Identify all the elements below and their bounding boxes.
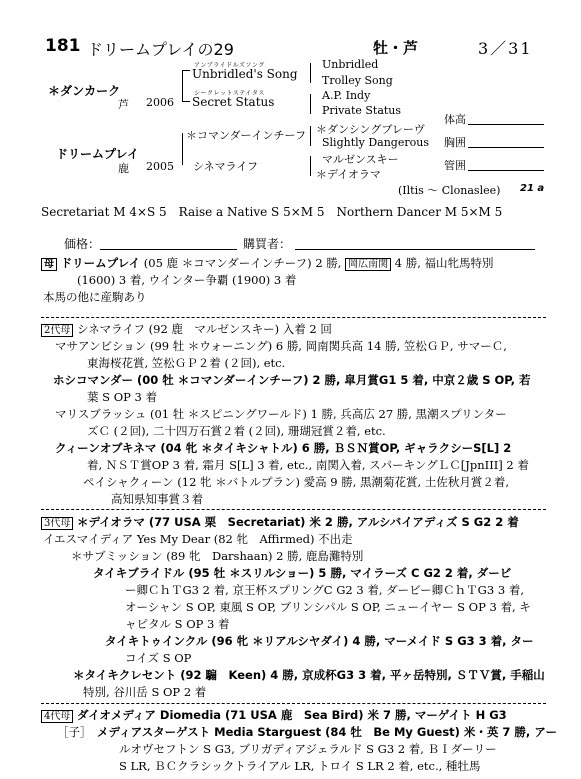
gen3-line-5: オーシャン S OP, 東風 S OP, ブリンシパル S OP, ニューイヤー S OP 3 着, キ — [125, 600, 531, 614]
dam-record-1: (05 鹿 ＊コマンダーインチーフ) 2 勝, — [143, 256, 342, 270]
dam-sire: ＊コマンダーインチーフ — [186, 129, 307, 142]
lot-number: 181 — [45, 36, 81, 56]
dam-record-2: (1600) 3 着, ウインター争覇 (1900) 3 着 — [77, 273, 297, 287]
dam-dam: シネマライフ — [193, 160, 259, 173]
gen3-line-2: ＊サブミッション (89 牝 Darshaan) 2 勝, 鹿島灘特別 — [71, 549, 364, 563]
gen3-line-7: タイキトゥインクル (96 牝 ＊リアルシヤダイ) 4 勝, マーメイド S G3 3 着, ター — [105, 634, 534, 648]
girth-label: 胸囲 — [444, 136, 466, 149]
gen4-title: ダイオメディア Diomedia (71 USA 鹿 Sea Bird) 米 7 勝, マーゲイト H G3 — [77, 708, 507, 722]
buyer-label: 購買者： — [243, 237, 292, 251]
inbreeding-line: Secretariat M 4×S 5 Raise a Native S 5×M 5 Northern Dancer M 5×M 5 — [41, 205, 503, 219]
sire-sire: Unbridled's Song — [192, 67, 298, 81]
gen2-line-9: ペイシャクィーン (12 牝 ＊バトルプラン) 愛高 9 勝, 黒潮菊花賞, 土佐秋月賞２着, — [83, 475, 510, 489]
gen2-line-2: 東海桜花賞, 笠松ＧＰ２着 (２回), etc. — [87, 356, 286, 370]
dam-tag: 母 — [41, 258, 57, 271]
gen3-section — [41, 514, 561, 701]
horse-name: ドリームプレイの29 — [87, 40, 234, 59]
gen3-tag: 3代母 — [41, 517, 73, 530]
gen2-line-5: マリスブラッシュ (01 牡 ＊スピニングワールド) 1 勝, 兵高広 27 勝, 黒潮スプリンター — [55, 407, 507, 421]
cannon-label: 管囲 — [444, 159, 466, 172]
sire-dam-ruby: シークレットステイタス — [194, 90, 265, 97]
gen2-title: シネマライフ (92 鹿 マルゼンスキー) 入着 2 回 — [77, 322, 332, 336]
gen2-tag: 2代母 — [41, 324, 73, 337]
sire-color: 芦 — [118, 98, 129, 111]
gen3-line-3: タイキブライドル (95 牡 ＊スリルショー) 5 勝, マイラーズ C G2 2 着, ダービ — [93, 566, 512, 580]
dam-record-3: 本馬の他に産駒あり — [43, 290, 147, 304]
dam-local-boxes: 岡広南関 — [345, 258, 391, 271]
gen3-line-10: 特別, 谷川岳 S OP 2 着 — [83, 685, 207, 699]
sire-dam: Secret Status — [192, 95, 275, 109]
gen3-line-8: コイズ S OP — [125, 651, 192, 665]
gen3-line-9: ＊タイキクレセント (92 騸 Keen) 4 勝, 京成杯G3 3 着, 平ヶ岳特別, ＳＴＶ賞, 手稲山 — [73, 668, 545, 682]
sex-color: 牡・芦 — [373, 39, 419, 57]
ss-dam: Trolley Song — [322, 74, 393, 87]
gen2-line-3: ホシコマンダー (00 牡 ＊コマンダーインチーフ) 2 勝, 皐月賞G1 5 着, 中京２歳 S OP, 若 — [53, 373, 531, 387]
dam-record-name: ドリームプレイ — [60, 256, 141, 270]
dd-sire: マルゼンスキー — [322, 153, 399, 166]
gen4-line-3: S LR, ＢＣクラシックトライアル LR, トロイ S LR 2 着, etc., 種牡馬 — [119, 759, 481, 773]
gen2-line-7: クィーンオブキネマ (04 牝 ＊タイキシャトル) 6 勝, ＢＳＮ賞OP, ギャラクシーS[L] 2 — [55, 441, 512, 455]
dam-record-1-rest: 4 勝, 福山牝馬特別 — [391, 256, 494, 270]
height-label: 体高 — [444, 113, 466, 126]
sd-sire: A.P. Indy — [322, 89, 371, 102]
ss-sire: Unbridled — [322, 58, 379, 71]
gen2-line-4: 葉 S OP 3 着 — [87, 390, 157, 404]
gen2-line-10: 高知県知事賞３着 — [111, 492, 203, 506]
family-number: 21 a — [520, 183, 545, 194]
sire-sire-ruby: アンブライドルズソング — [194, 62, 265, 69]
gen4-line-2: ルオヴセフトン S G3, ブリガディアジェラルド S G3 2 着, ＢＩダーリー — [119, 742, 497, 756]
gen2-section — [41, 321, 561, 508]
gen2-line-1: マサアンビション (99 牡 ＊ウォーニング) 6 勝, 岡南関兵高 14 勝, 笠松ＧＰ, サマーＣ, — [55, 339, 507, 353]
gen3-line-1: イエスマイディア Yes My Dear (82 牝 Affirmed) 不出走 — [43, 532, 353, 546]
ds-sire: ＊ダンシングブレーヴ — [316, 123, 425, 136]
sire-name: ＊ダンカーク — [48, 84, 121, 98]
dd-dam: ＊デイオラマ — [316, 168, 381, 181]
dam-line-origin: (Iltis ～ Clonaslee) — [398, 184, 501, 197]
sd-dam: Private Status — [322, 104, 402, 117]
sire-year: 2006 — [146, 96, 174, 109]
gen3-line-6: ャピタル S OP 3 着 — [125, 617, 230, 631]
gen2-line-6: ズＣ (２回), 二十四万石賞２着 (２回), 珊瑚冠賞２着, etc. — [87, 424, 386, 438]
gen2-line-8: 着, ＮＳＴ賞OP 3 着, 霜月 S[L] 3 着, etc., 南関入着, スパーキングＬＣ[JpnIII] 2 着 — [87, 458, 529, 472]
dam-name: ドリームプレイ — [56, 147, 139, 161]
dam-color: 鹿 — [118, 162, 129, 175]
ds-dam: Slightly Dangerous — [322, 136, 429, 149]
birth-date: 3／31 — [478, 39, 533, 58]
price-label: 価格： — [64, 237, 101, 251]
gen4-section — [41, 707, 561, 775]
gen3-line-4: ー卿ＣｈＴG3 2 着, 京王杯スプリングC G2 3 着, ダービー卿ＣｈＴG3 3 着, — [125, 583, 524, 597]
gen4-child-tag: ［子］ — [57, 725, 92, 739]
gen4-tag: 4代母 — [41, 710, 73, 723]
dam-year: 2005 — [146, 160, 174, 173]
gen3-title: ＊デイオラマ (77 USA 栗 Secretariat) 米 2 勝, アルシバイアディズ S G2 2 着 — [77, 515, 519, 529]
dam-section — [41, 255, 561, 306]
gen4-line-1: メディアスターゲスト Media Starguest (84 牡 Be My Guest) 米・英 7 勝, アー — [97, 725, 557, 739]
